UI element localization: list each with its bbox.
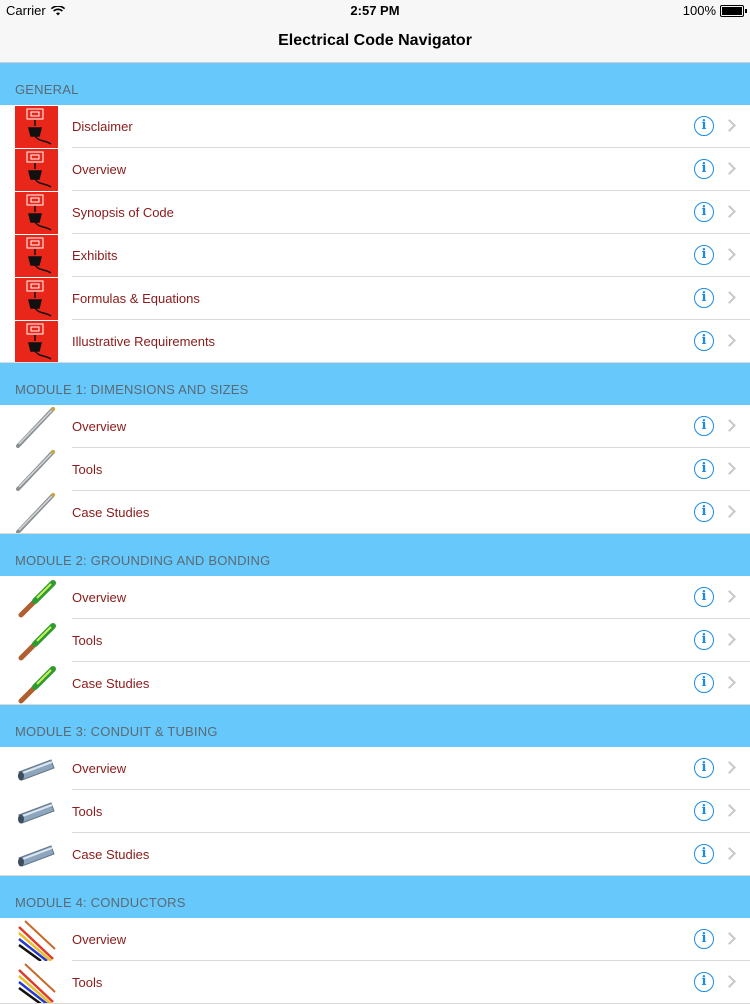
ground-rod-icon [15,449,58,491]
table-row[interactable] [0,320,750,363]
info-icon[interactable]: i [694,245,714,265]
section-header-label: GENERAL [15,82,79,97]
conduit-pipe-icon [15,791,58,833]
battery-indicator [683,3,744,18]
info-icon[interactable]: i [694,972,714,992]
table-row[interactable] [0,105,750,148]
table-row[interactable] [0,918,750,961]
info-icon[interactable]: i [694,159,714,179]
chevron-right-icon [723,633,736,646]
conduit-pipe-icon [15,834,58,876]
table-row[interactable] [0,148,750,191]
info-icon[interactable]: i [694,929,714,949]
page-title: Electrical Code Navigator [278,32,472,49]
info-icon[interactable]: i [694,844,714,864]
row-label: Case Studies [72,847,150,862]
table-row[interactable] [0,405,750,448]
row-label: Overview [72,162,127,177]
table-row[interactable] [0,790,750,833]
info-icon[interactable]: i [694,416,714,436]
row-label: Tools [72,804,103,819]
section-rows [0,105,750,363]
row-label: Overview [72,761,127,776]
info-icon[interactable]: i [694,630,714,650]
row-label: Overview [72,419,127,434]
chevron-right-icon [723,205,736,218]
info-icon[interactable]: i [694,587,714,607]
row-label: Tools [72,975,103,990]
table-row[interactable] [0,448,750,491]
info-icon[interactable]: i [694,116,714,136]
section-rows [0,747,750,876]
chevron-right-icon [723,505,736,518]
section-header [0,705,750,747]
row-label: Exhibits [72,248,118,263]
section-header [0,363,750,405]
section-header-label: MODULE 2: GROUNDING AND BONDING [15,553,271,568]
red-plug-icon [15,278,58,320]
section-header-label: MODULE 4: CONDUCTORS [15,895,186,910]
table-row[interactable] [0,662,750,705]
chevron-right-icon [723,804,736,817]
row-label: Case Studies [72,676,150,691]
battery-icon [720,5,744,17]
status-bar [0,0,750,22]
table-row[interactable] [0,277,750,320]
section-header-label: MODULE 3: CONDUIT & TUBING [15,724,218,739]
table-view[interactable] [0,63,750,1004]
red-plug-icon [15,321,58,363]
red-plug-icon [15,149,58,191]
row-label: Synopsis of Code [72,205,174,220]
chevron-right-icon [723,419,736,432]
chevron-right-icon [723,334,736,347]
section-rows [0,918,750,1004]
conductors-icon [15,962,58,1004]
chevron-right-icon [723,462,736,475]
chevron-right-icon [723,119,736,132]
chevron-right-icon [723,291,736,304]
section-rows [0,576,750,705]
table-row[interactable] [0,747,750,790]
table-row[interactable] [0,234,750,277]
navigation-bar [0,22,750,63]
row-label: Illustrative Requirements [72,334,216,349]
red-plug-icon [15,192,58,234]
row-label: Tools [72,462,103,477]
chevron-right-icon [723,847,736,860]
row-label: Overview [72,590,127,605]
table-row[interactable] [0,491,750,534]
chevron-right-icon [723,761,736,774]
section-header [0,63,750,105]
info-icon[interactable]: i [694,288,714,308]
chevron-right-icon [723,248,736,261]
info-icon[interactable]: i [694,502,714,522]
chevron-right-icon [723,162,736,175]
info-icon[interactable]: i [694,459,714,479]
row-label: Case Studies [72,505,150,520]
battery-percent: 100% [682,3,716,18]
chevron-right-icon [723,932,736,945]
section-header [0,876,750,918]
chevron-right-icon [723,975,736,988]
info-icon[interactable]: i [694,801,714,821]
carrier-label: Carrier [6,3,46,18]
red-plug-icon [15,106,58,148]
red-plug-icon [15,235,58,277]
section-header-label: MODULE 1: DIMENSIONS AND SIZES [15,382,249,397]
info-icon[interactable]: i [694,202,714,222]
copper-wire-icon [15,620,58,662]
table-row[interactable] [0,961,750,1004]
copper-wire-icon [15,663,58,705]
clock: 2:57 PM [350,3,400,18]
info-icon[interactable]: i [694,331,714,351]
info-icon[interactable]: i [694,758,714,778]
conduit-pipe-icon [15,748,58,790]
table-row[interactable] [0,833,750,876]
info-icon[interactable]: i [694,673,714,693]
conductors-icon [15,919,58,961]
row-label: Tools [72,633,103,648]
section-header [0,534,750,576]
copper-wire-icon [15,577,58,619]
row-label: Formulas & Equations [72,291,200,306]
table-row[interactable] [0,576,750,619]
section-rows [0,405,750,534]
ground-rod-icon [15,492,58,534]
row-label: Overview [72,932,127,947]
chevron-right-icon [723,676,736,689]
row-label: Disclaimer [72,119,133,134]
ground-rod-icon [15,406,58,448]
chevron-right-icon [723,590,736,603]
table-row[interactable] [0,619,750,662]
table-row[interactable] [0,191,750,234]
